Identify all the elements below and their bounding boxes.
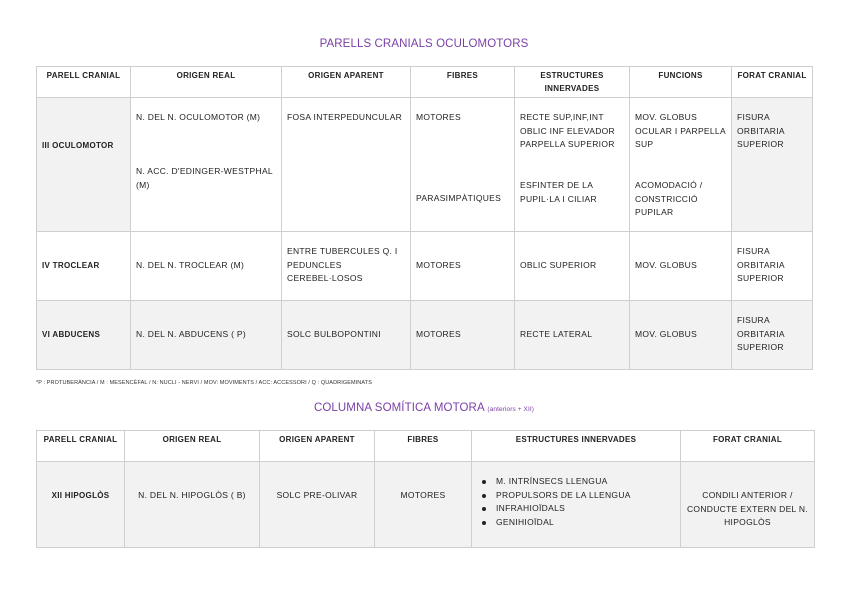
header-origen-aparent: ORIGEN APARENT	[282, 67, 411, 98]
funcions: MOV. GLOBUS	[635, 260, 698, 270]
title-main: COLUMNA SOMÍTICA MOTORA	[313, 402, 485, 414]
title-subnote: (anteriors + XII)	[487, 406, 535, 413]
title-columna-somitica	[0, 402, 848, 414]
forat-cranial: FISURA ORBITARIA SUPERIOR	[737, 315, 785, 352]
origen-real: N. DEL N. OCULOMOTOR (M)	[136, 112, 261, 122]
header-estructures: ESTRUCTURES INNERVADES	[515, 67, 630, 98]
header-funcions: FUNCIONS	[630, 67, 732, 98]
estructures-parasimpatiques: ESFINTER DE LA PUPIL·LA I CILIAR	[520, 180, 597, 204]
table-row	[37, 301, 813, 370]
oculomotor-table	[36, 66, 813, 370]
origen-real: N. DEL N. TROCLEAR (M)	[136, 260, 245, 270]
header-parell-cranial: PARELL CRANIAL	[37, 431, 125, 462]
forat-cranial: CONDILI ANTERIOR / CONDUCTE EXTERN DEL N. HIPOGLÒS	[686, 490, 809, 527]
parell-name: IV TROCLEAR	[42, 261, 100, 270]
table-header-row	[37, 67, 813, 98]
parell-name: III OCULOMOTOR	[42, 141, 114, 150]
parell-name: XII HIPOGLÒS	[51, 491, 110, 500]
abbreviations-footnote: *P : PROTUBERÀNCIA / M : MESENCÈFAL / N: NUCLI - NERVI / MOV: MOVIMENTS / ACC: ACCESSORI / Q : QUADRIGEMINATS	[36, 380, 372, 386]
header-forat-cranial: FORAT CRANIAL	[681, 431, 815, 462]
list-item: PROPULSORS DE LA LLENGUA	[496, 489, 631, 503]
list-item: GENIHIOÏDAL	[496, 516, 631, 530]
estructures: OBLIC SUPERIOR	[520, 260, 597, 270]
origen-aparent: ENTRE TUBERCULES Q. I PEDUNCLES CEREBEL·LOSOS	[287, 246, 398, 283]
table-header-row	[37, 431, 815, 462]
header-estructures: ESTRUCTURES INNERVADES	[472, 431, 681, 462]
origen-real: N. DEL N. ABDUCENS ( P)	[136, 329, 247, 339]
estructures-list	[496, 475, 631, 529]
funcions-motores: MOV. GLOBUS OCULAR I PARPELLA SUP	[635, 112, 726, 149]
header-origen-aparent: ORIGEN APARENT	[260, 431, 375, 462]
table-row	[37, 462, 815, 548]
fibres: MOTORES	[416, 329, 461, 339]
list-item: M. INTRÍNSECS LLENGUA	[496, 475, 631, 489]
funcions-parasimpatiques: ACOMODACIÓ / CONSTRICCIÓ PUPILAR	[635, 180, 703, 217]
funcions: MOV. GLOBUS	[635, 329, 698, 339]
origen-aparent: FOSA INTERPEDUNCULAR	[287, 112, 403, 122]
header-parell-cranial: PARELL CRANIAL	[37, 67, 131, 98]
somitic-column-table	[36, 430, 815, 548]
origen-aparent: SOLC BULBOPONTINI	[287, 329, 381, 339]
header-fibres: FIBRES	[411, 67, 515, 98]
origen-aparent: SOLC PRE-OLIVAR	[276, 490, 358, 500]
estructures: RECTE LATERAL	[520, 329, 593, 339]
fibres-motores: MOTORES	[416, 112, 461, 122]
header-origen-real: ORIGEN REAL	[131, 67, 282, 98]
table-row	[37, 98, 813, 232]
origen-real-acc: N. ACC. D'EDINGER-WESTPHAL (M)	[136, 166, 273, 190]
fibres: MOTORES	[400, 490, 446, 500]
origen-real: N. DEL N. HIPOGLÒS ( B)	[138, 490, 246, 500]
fibres-parasimpatiques: PARASIMPÀTIQUES	[416, 193, 502, 203]
forat-cranial: FISURA ORBITARIA SUPERIOR	[737, 246, 785, 283]
header-fibres: FIBRES	[375, 431, 472, 462]
header-origen-real: ORIGEN REAL	[125, 431, 260, 462]
list-item: INFRAHIOÏDALS	[496, 502, 631, 516]
title-oculomotors: PARELLS CRANIALS OCULOMOTORS	[319, 38, 529, 50]
forat-cranial: FISURA ORBITARIA SUPERIOR	[737, 112, 785, 149]
table-row	[37, 232, 813, 301]
estructures-motores: RECTE SUP,INF,INT OBLIC INF ELEVADOR PARPELLA SUPERIOR	[520, 112, 615, 149]
header-forat-cranial: FORAT CRANIAL	[732, 67, 813, 98]
parell-name: VI ABDUCENS	[42, 330, 101, 339]
fibres: MOTORES	[416, 260, 461, 270]
